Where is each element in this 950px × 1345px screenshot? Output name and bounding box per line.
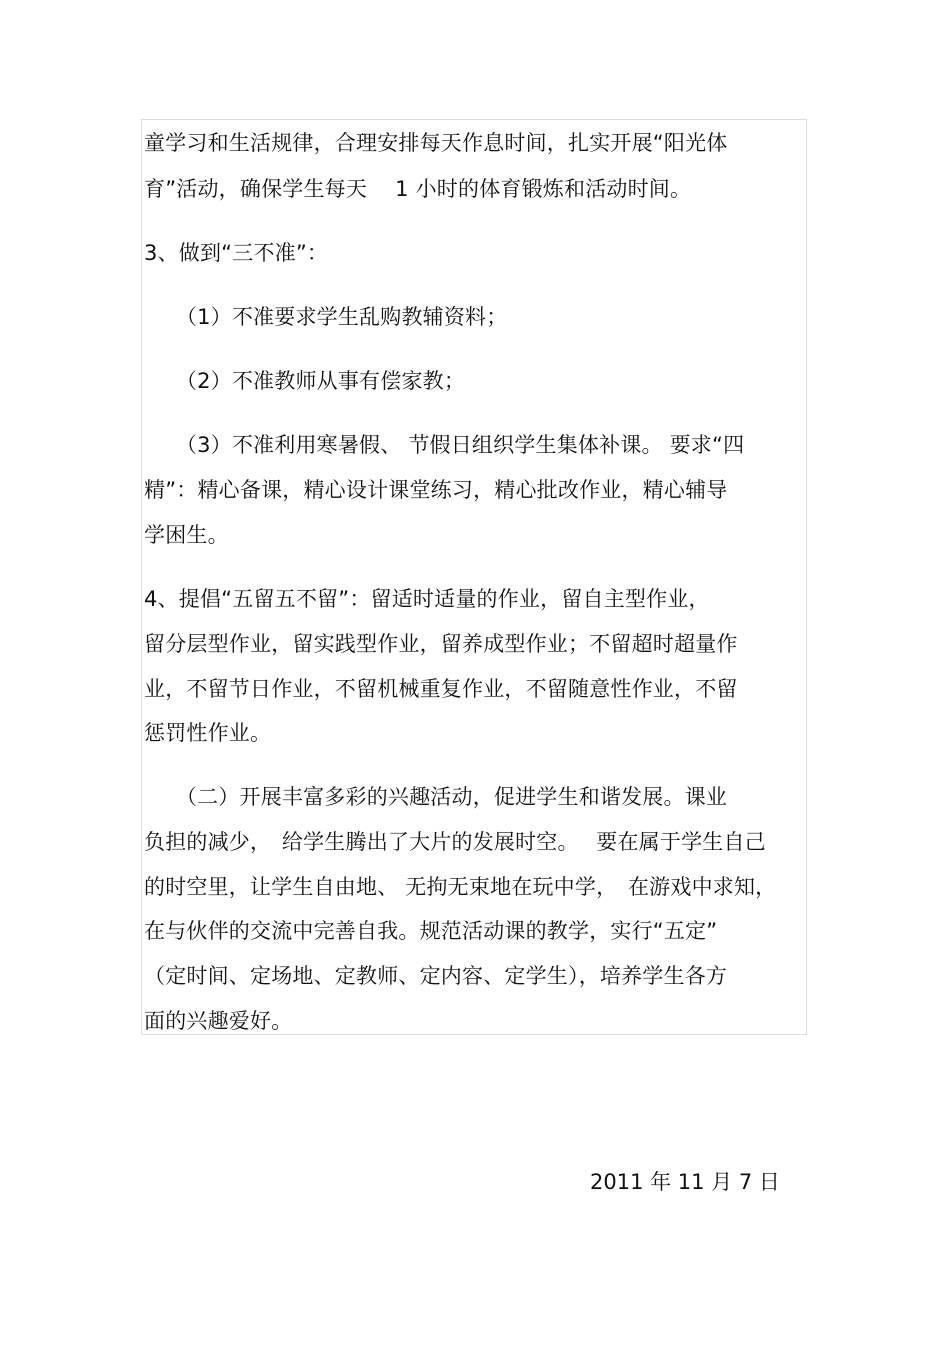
text-line: 面的兴趣爱好。	[144, 1009, 293, 1033]
text-line: （1）不准要求学生乱购教辅资料；	[144, 305, 508, 329]
text-line: 育”活动，确保学生每天 1 小时的体育锻炼和活动时间。	[144, 177, 692, 201]
text-line: （定时间、定场地、定教师、定内容、定学生），培养学生各方	[144, 964, 728, 988]
text-line: 3、做到“三不准”：	[144, 241, 329, 265]
text-line: 惩罚性作业。	[144, 721, 272, 745]
text-line: 在与伙伴的交流中完善自我。规范活动课的教学，实行“五定”	[144, 919, 718, 943]
text-line: 精”：精心备课，精心设计课堂练习，精心批改作业，精心辅导	[144, 478, 728, 502]
text-line: 的时空里，让学生自由地、 无拘无束地在玩中学， 在游戏中求知，	[144, 875, 777, 899]
text-line: 留分层型作业，留实践型作业，留养成型作业；不留超时超量作	[144, 632, 738, 656]
text-line: 学困生。	[144, 523, 229, 547]
text-line: 业，不留节日作业，不留机械重复作业，不留随意性作业，不留	[144, 677, 738, 701]
text-line: （3）不准利用寒暑假、 节假日组织学生集体补课。 要求“四	[144, 433, 745, 457]
text-line: 4、提倡“五留五不留”：留适时适量的作业，留自主型作业，	[144, 587, 710, 611]
text-line: （二）开展丰富多彩的兴趣活动，促进学生和谐发展。课业	[144, 785, 728, 809]
document-date: 2011 年 11 月 7 日	[590, 1170, 780, 1194]
text-line: 童学习和生活规律，合理安排每天作息时间，扎实开展“阳光体	[144, 131, 728, 155]
text-line: （2）不准教师从事有偿家教；	[144, 369, 466, 393]
text-line: 负担的减少， 给学生腾出了大片的发展时空。 要在属于学生自己	[144, 830, 766, 854]
